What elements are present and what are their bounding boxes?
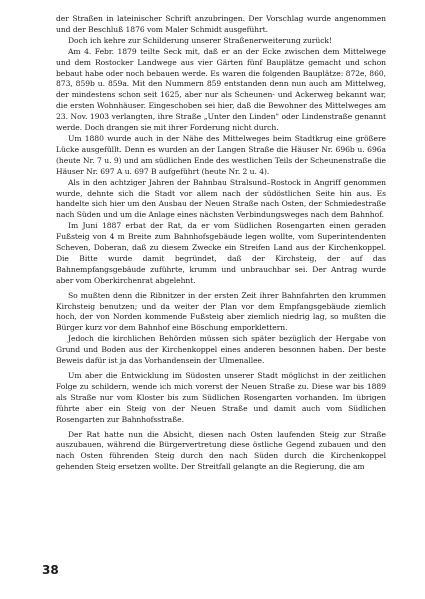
paragraph-2: Doch ich kehre zur Schilderung unserer Straßenerweiterung zurück! bbox=[68, 35, 332, 45]
paragraph-8: Jedoch die kirchlichen Behörden müssen sich später bezüglich der Hergabe von Grund und Boden aus der Kirchenkoppel eines anderen besonnen haben. Der beste Beweis dafür ist ja das Vorhandensein der Ulmenallee. bbox=[56, 334, 386, 366]
paragraph-3: Am 4. Febr. 1879 teilte Seck mit, daß er an der Ecke zwischen dem Mittelwege und dem Rostocker Landwege aus vier Gärten fünf Bauplätze gemacht und schon bebaut habe oder noch bebauen werde. Es waren die folgenden Bauplätze: 872e, 860, 873, 859b u. 859a. Mit den Nummern 859 entstanden denn nun auch am Mittelweg, der mindestens schon seit 1625, aber nur als Scheunen- und Ackerweg bekannt war, die ersten Wohnhäuser. Eingeschoben sei hier, daß die Bewohner des Mittelweges am 23. Nov. 1903 verlangten, ihre Straße „Unter den Linden" oder Lindenstraße genannt werde. Doch drangen sie mit ihrer Forderung nicht durch. bbox=[56, 46, 386, 133]
body-text bbox=[56, 14, 386, 473]
page-number: 38 bbox=[42, 563, 59, 577]
paragraph-10: Der Rat hatte nun die Absicht, diesen nach Osten laufenden Steig zur Straße auszubauen, während die Bürgervertretung diese östliche Gegend zubauen und den nach Osten führenden Steig durch den nach Süden durch die Kirchenkoppel gehenden Steig ersetzen wollte. Der Streitfall gelangte an die Regierung, die am bbox=[56, 429, 386, 472]
paragraph-5: Als in den achtziger Jahren der Bahnbau Stralsund–Rostock in Angriff genommen wurde, dehnte sich die Stadt vor allem nach der südöstlichen Seite hin aus. Es handelte sich hier um den Ausbau der Neuen Straße nach Osten, der Schmiedestraße nach Süden und um die Anlage eines nächsten Verbindungsweges nach dem Bahnhof. bbox=[56, 177, 386, 220]
paragraph-1: der Straßen in lateinischer Schrift anzubringen. Der Vorschlag wurde angenommen und der Beschluß 1876 vom Maler Schmidt ausgeführt. bbox=[56, 14, 386, 34]
paragraph-7: So mußten denn die Ribnitzer in der ersten Zeit ihrer Bahnfahrten den krummen Kirchsteig benutzen; und da weiter der Plan vor dem Empfangsgebäude ziemlich hoch, der von Norden kommende Fußsteig aber ziemlich niedrig lag, so mußten die Bürger kurz vor dem Bahnhof eine Böschung emporklettern. bbox=[56, 290, 386, 333]
paragraph-4: Um 1880 wurde auch in der Nähe des Mittelweges beim Stadtkrug eine größere Lücke ausgefüllt. Denn es wurden an der Langen Straße die Häuser Nr. 696b u. 696a (heute Nr. 7 u. 9) und am südlichen Ende des westlichen Teils der Scheunenstraße die Häuser Nr. 697 A u. 697 B aufgeführt (heute Nr. 2 u. 4). bbox=[56, 133, 386, 176]
paragraph-9: Um aber die Entwicklung im Südosten unserer Stadt möglichst in der zeitlichen Folge zu schildern, wende ich mich vorerst der Neuen Straße zu. Diese war bis 1889 als Straße nur vom Kloster bis zum Südlichen Rosengarten vorhanden. Im übrigen führte aber ein Steig von der Neuen Straße und damit auch vom Südlichen Rosengarten zur Bahnhofsstraße. bbox=[56, 371, 386, 424]
paragraph-6: Im Juni 1887 erbat der Rat, da er vom Südlichen Rosengarten einen geraden Fußsteig von 4 m Breite zum Bahnhofsgebäude legen wollte, vom Superintendenten Scheven, Doberan, daß zu diesem Zwecke ein Streifen Land aus der Kirchenkoppel. Die Bitte wurde damit begründet, daß der Kirchsteig, der auf das Bahnempfangsgebäude zuführte, krumm und unbrauchbar sei. Der Antrag wurde aber vom Oberkirchenrat abgelehnt. bbox=[56, 221, 386, 285]
